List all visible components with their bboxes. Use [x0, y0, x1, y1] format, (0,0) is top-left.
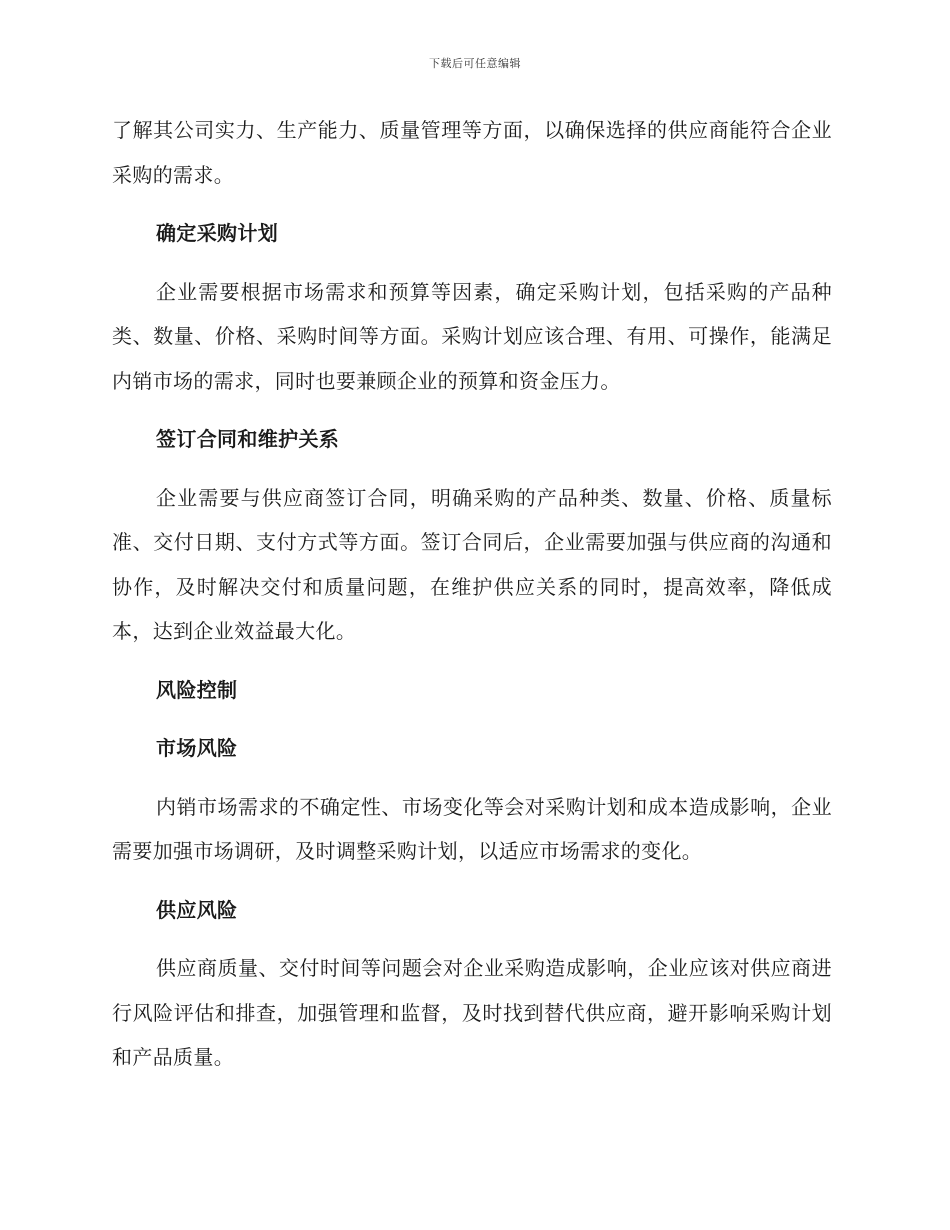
section-heading-purchase-plan: 确定采购计划: [156, 221, 279, 245]
section-heading-risk-control: 风险控制: [156, 677, 238, 702]
section-heading-market-risk: 市场风险: [156, 736, 238, 760]
paragraph-continued: 了解其公司实力、生产能力、质量管理等方面，以确保选择的供应商能符合企业采购的需求。: [112, 118, 832, 187]
paragraph-contract: 企业需要与供应商签订合同，明确采购的产品种类、数量、价格、质量标准、交付日期、支付方式等方面。签订合同后，企业需要加强与供应商的沟通和协作，及时解决交付和质量问题，在维护供应关系的同时，提高效率，降低成本，达到企业效益最大化。: [112, 485, 832, 643]
section-heading-supply-risk: 供应风险: [156, 897, 238, 922]
paragraph-market-risk: 内销市场需求的不确定性、市场变化等会对采购计划和成本造成影响，企业需要加强市场调研，及时调整采购计划，以适应市场需求的变化。: [112, 794, 832, 863]
document-body: [112, 108, 832, 1080]
section-heading-contract: 签订合同和维护关系: [156, 427, 340, 451]
paragraph-supply-risk: 供应商质量、交付时间等问题会对企业采购造成影响，企业应该对供应商进行风险评估和排查，加强管理和监督，及时找到替代供应商，避开影响采购计划和产品质量。: [112, 956, 832, 1069]
page-header: 下载后可任意编辑: [429, 57, 521, 70]
paragraph-purchase-plan: 企业需要根据市场需求和预算等因素，确定采购计划，包括采购的产品种类、数量、价格、采购时间等方面。采购计划应该合理、有用、可操作，能满足内销市场的需求，同时也要兼顾企业的预算和资金压力。: [112, 279, 832, 393]
